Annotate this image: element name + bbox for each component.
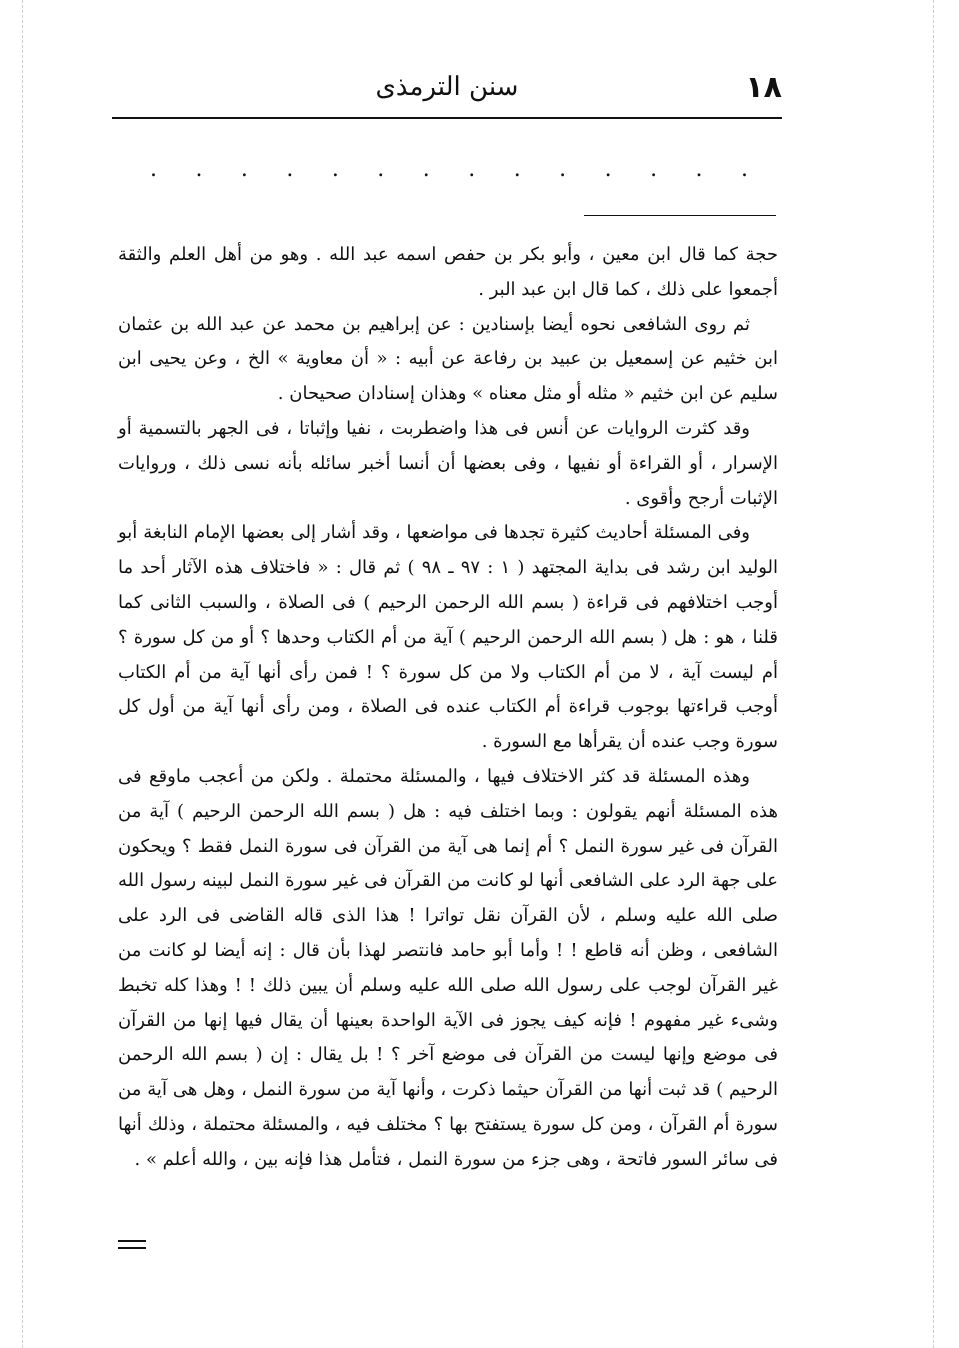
page-header [112, 70, 782, 110]
paragraph: حجة كما قال ابن معين ، وأبو بكر بن حفص اسمه عبد الله . وهو من أهل العلم والثقة أجمعوا على ذلك ، كما قال ابن عبد البر . [118, 244, 778, 300]
paragraph: وقد كثرت الروايات عن أنس فى هذا واضطربت ، نفيا وإثباتا ، فى الجهر بالتسمية أو الإسرار ، أو القراءة أو نفيها ، وفى بعضها أن أنسا أخبر سائله بأنه نسى ذلك ، وروايات الإثبات أرجح وأقوى . [118, 417, 778, 509]
paragraph: وهذه المسئلة قد كثر الاختلاف فيها ، والمسئلة محتملة . ولكن من أعجب ماوقع فى هذه المسئلة أنهم يقولون : وبما اختلف فيه : هل ( بسم الله الرحمن الرحيم ) آية من القرآن فى غير سورة النمل ؟ أم إنما هى آية من القرآن فى سورة النمل فقط ؟ ويحكون على جهة الرد على الشافعى أنها لو كانت من القرآن فى غير سورة النمل لبينه رسول الله صلى الله عليه وسلم ، لأن القرآن نقل تواترا ! هذا الذى قاله القاضى فى الرد على الشافعى ، وظن أنه قاطع ! ! وأما أبو حامد فانتصر لهذا بأن قال : إنه أيضا لو كانت من غير القرآن لوجب على رسول الله صلى الله عليه وسلم أن يبين ذلك ! ! وهذا كله تخبط وشىء غير مفهوم ! فإنه كيف يجوز فى الآية الواحدة بعينها أن يقال فيها إنها من القرآن فى موضع وإنها ليست من القرآن فى موضع آخر ؟ ! بل يقال : إن ( بسم الله الرحمن الرحيم ) قد ثبت أنها من القرآن حيثما ذكرت ، وأنها آية من سورة النمل ، وهل هى آية من سورة أم القرآن ، ومن كل سورة يستفتح بها ؟ مختلف فيه ، والمسئلة محتملة ، وذلك أنها فى سائر السور فاتحة ، وهى جزء من سورة النمل ، فتأمل هذا فإنه بين ، والله أعلم » . [118, 765, 778, 1170]
footnote-rule [584, 215, 776, 216]
header-rule [112, 117, 782, 119]
separator-dots-text: . . . . . . . . . . . . . . [150, 157, 750, 182]
scan-margin-line [933, 0, 934, 1348]
paragraph: وفى المسئلة أحاديث كثيرة تجدها فى مواضعها ، وقد أشار إلى بعضها الإمام النابغة أبو الوليد ابن رشد فى بداية المجتهد ( ١ : ٩٧ ـ ٩٨ ) ثم قال : « فاختلاف هذه الآثار أحد ما أوجب اختلافهم فى قراءة ( بسم الله الرحمن الرحيم ) فى الصلاة ، والسبب الثانى كما قلنا ، هو : هل ( بسم الله الرحمن الرحيم ) آية من أم الكتاب وحدها ؟ أو من كل سورة ؟ أم ليست آية ، لا من أم الكتاب ولا من كل سورة ؟ ! فمن رأى أنها آية من أم الكتاب أوجب قراءتها بوجوب قراءة أم الكتاب عنده فى الصلاة ، ومن رأى أنها آية من أول كل سورة وجب عنده أن يقرأها مع السورة . [118, 522, 779, 753]
scan-margin-line [22, 0, 23, 1348]
paragraph: ثم روى الشافعى نحوه أيضا بإسنادين : عن إبراهيم بن محمد عن عبد الله بن عثمان ابن خثيم عن إسمعيل بن عبيد بن رفاعة عن أبيه : « أن معاوية » الخ ، وعن يحيى ابن سليم عن ابن خثيم « مثله أو مثل معناه » وهذان إسنادان صحيحان . [118, 313, 778, 405]
separator-dots [150, 157, 750, 182]
page-number: ١٨ [745, 70, 782, 105]
page-title: سنن الترمذى [375, 72, 519, 102]
end-mark [118, 1240, 146, 1254]
body-text [118, 238, 778, 1178]
